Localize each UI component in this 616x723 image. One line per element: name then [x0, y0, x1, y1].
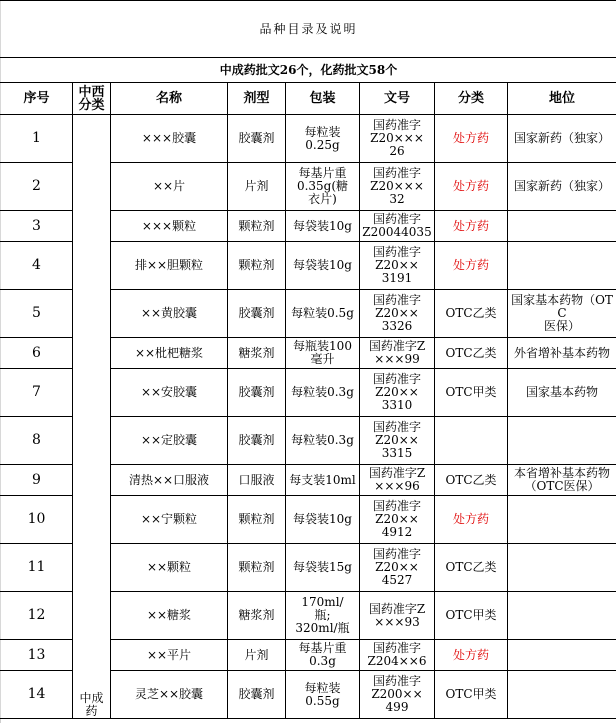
drug-class: OTC乙类: [435, 290, 508, 338]
drug-class: 处方药: [435, 640, 508, 671]
drug-status: [508, 592, 616, 640]
drug-status: 国家新药（独家）: [508, 163, 616, 211]
approval-number: 国药准字Z ×××93: [360, 592, 435, 640]
approval-number: 国药准字 Z20×× 3315: [360, 417, 435, 465]
drug-class: 处方药: [435, 242, 508, 290]
drug-status: [508, 211, 616, 242]
drug-status: [508, 242, 616, 290]
header-category: 中西 分类: [73, 83, 111, 115]
drug-class: 处方药: [435, 163, 508, 211]
drug-class: 处方药: [435, 115, 508, 163]
drug-name: ××平片: [111, 640, 228, 671]
drug-class: OTC甲类: [435, 369, 508, 417]
drug-name: 清热××口服液: [111, 465, 228, 496]
dosage-form: 胶囊剂: [228, 115, 286, 163]
row-number: 11: [1, 544, 73, 592]
header-class: 分类: [435, 83, 508, 115]
package-spec: 170ml/ 瓶; 320ml/瓶: [286, 592, 360, 640]
dosage-form: 胶囊剂: [228, 369, 286, 417]
package-spec: 每袋装10g: [286, 496, 360, 544]
row-number: 12: [1, 592, 73, 640]
drug-name: ××安胶囊: [111, 369, 228, 417]
drug-class: OTC甲类: [435, 592, 508, 640]
drug-status: [508, 496, 616, 544]
approval-number: 国药准字 Z20×× 4527: [360, 544, 435, 592]
drug-class: OTC乙类: [435, 465, 508, 496]
drug-class: OTC甲类: [435, 671, 508, 719]
approval-summary: 中成药批文26个，化药批文58个: [1, 58, 616, 83]
approval-number: 国药准字 Z20×× 3310: [360, 369, 435, 417]
row-number: 6: [1, 338, 73, 369]
dosage-form: 颗粒剂: [228, 496, 286, 544]
drug-status: [508, 417, 616, 465]
header-form: 剂型: [228, 83, 286, 115]
approval-number: 国药准字 Z20044035: [360, 211, 435, 242]
package-spec: 每袋装10g: [286, 211, 360, 242]
dosage-form: 颗粒剂: [228, 544, 286, 592]
package-spec: 每粒装 0.25g: [286, 115, 360, 163]
drug-class: OTC乙类: [435, 338, 508, 369]
drug-name: ×××颗粒: [111, 211, 228, 242]
drug-name: ××糖浆: [111, 592, 228, 640]
package-spec: 每粒装0.3g: [286, 417, 360, 465]
approval-number: 国药准字Z ×××99: [360, 338, 435, 369]
table-row: [1, 115, 616, 163]
drug-name: 灵芝××胶囊: [111, 671, 228, 719]
drug-status: 国家基本药物: [508, 369, 616, 417]
drug-name: ××片: [111, 163, 228, 211]
approval-number: 国药准字 Z20×× 4912: [360, 496, 435, 544]
drug-name: ××枇杷糖浆: [111, 338, 228, 369]
drug-status: [508, 640, 616, 671]
row-number: 7: [1, 369, 73, 417]
approval-number: 国药准字 Z20×× 3191: [360, 242, 435, 290]
drug-class: [435, 417, 508, 465]
package-spec: 每粒装0.3g: [286, 369, 360, 417]
category-cell: 中成 药: [73, 115, 111, 719]
dosage-form: 片剂: [228, 163, 286, 211]
approval-number: 国药准字 Z20××× 26: [360, 115, 435, 163]
row-number: 8: [1, 417, 73, 465]
drug-status: [508, 544, 616, 592]
dosage-form: 胶囊剂: [228, 417, 286, 465]
drug-status: 国家基本药物（OTC 医保）: [508, 290, 616, 338]
row-number: 1: [1, 115, 73, 163]
row-number: 5: [1, 290, 73, 338]
package-spec: 每粒装0.5g: [286, 290, 360, 338]
approval-number: 国药准字 Z20×× 3326: [360, 290, 435, 338]
approval-number: 国药准字Z ×××96: [360, 465, 435, 496]
package-spec: 每基片重 0.35g(糖 衣片): [286, 163, 360, 211]
dosage-form: 胶囊剂: [228, 290, 286, 338]
drug-name: ××黄胶囊: [111, 290, 228, 338]
header-approval: 文号: [360, 83, 435, 115]
drug-class: 处方药: [435, 496, 508, 544]
drug-class: 处方药: [435, 211, 508, 242]
row-number: 10: [1, 496, 73, 544]
approval-number: 国药准字 Z20××× 32: [360, 163, 435, 211]
drug-name: 排××胆颗粒: [111, 242, 228, 290]
drug-status: [508, 671, 616, 719]
header-no: 序号: [1, 83, 73, 115]
drug-status: 外省增补基本药物: [508, 338, 616, 369]
approval-number: 国药准字 Z200×× 499: [360, 671, 435, 719]
drug-name: ××颗粒: [111, 544, 228, 592]
row-number: 9: [1, 465, 73, 496]
dosage-form: 颗粒剂: [228, 211, 286, 242]
package-spec: 每基片重 0.3g: [286, 640, 360, 671]
header-row: [1, 83, 616, 115]
header-status: 地位: [508, 83, 616, 115]
dosage-form: 糖浆剂: [228, 338, 286, 369]
header-pack: 包装: [286, 83, 360, 115]
dosage-form: 糖浆剂: [228, 592, 286, 640]
row-number: 13: [1, 640, 73, 671]
drug-class: OTC乙类: [435, 544, 508, 592]
approval-number: 国药准字 Z204××6: [360, 640, 435, 671]
drug-name: ××定胶囊: [111, 417, 228, 465]
drug-status: 国家新药（独家）: [508, 115, 616, 163]
row-number: 4: [1, 242, 73, 290]
drug-status: 本省增补基本药物 （OTC医保）: [508, 465, 616, 496]
row-number: 2: [1, 163, 73, 211]
dosage-form: 胶囊剂: [228, 671, 286, 719]
package-spec: 每瓶装100 毫升: [286, 338, 360, 369]
drug-name: ××宁颗粒: [111, 496, 228, 544]
dosage-form: 片剂: [228, 640, 286, 671]
package-spec: 每粒装 0.55g: [286, 671, 360, 719]
row-number: 3: [1, 211, 73, 242]
dosage-form: 口服液: [228, 465, 286, 496]
header-name: 名称: [111, 83, 228, 115]
row-number: 14: [1, 671, 73, 719]
package-spec: 每袋装15g: [286, 544, 360, 592]
package-spec: 每袋装10g: [286, 242, 360, 290]
dosage-form: 颗粒剂: [228, 242, 286, 290]
page-title: 品种目录及说明: [1, 1, 616, 58]
drug-name: ×××胶囊: [111, 115, 228, 163]
package-spec: 每支装10ml: [286, 465, 360, 496]
